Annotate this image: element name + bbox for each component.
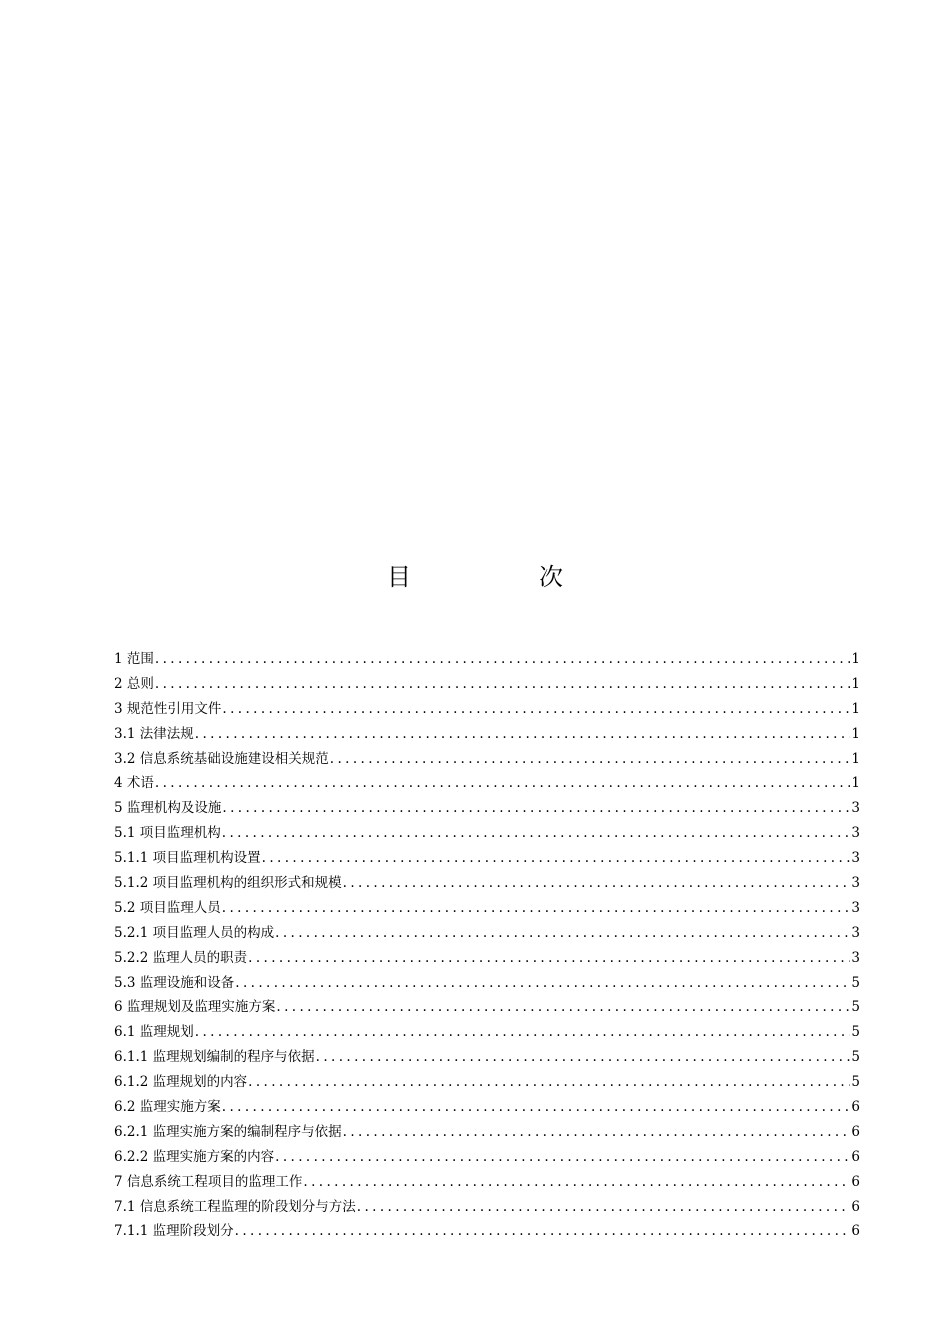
toc-entry-page-number: 1: [851, 700, 860, 717]
toc-entry-label: 1 范围: [114, 651, 154, 667]
toc-entry[interactable]: [114, 946, 860, 971]
toc-leader-dots: [222, 697, 850, 722]
toc-leader-dots: [222, 896, 851, 921]
toc-entry[interactable]: [114, 871, 860, 896]
toc-list: [114, 647, 860, 1244]
toc-entry-label: 6.1.2 监理规划的内容: [114, 1074, 248, 1091]
toc-leader-dots: [248, 1070, 850, 1095]
toc-entry-label: 5.2.2 监理人员的职责: [114, 949, 248, 966]
toc-leader-dots: [155, 771, 851, 796]
toc-entry-page-number: 1: [851, 775, 860, 792]
toc-leader-dots: [316, 1045, 851, 1070]
toc-entry[interactable]: [114, 647, 860, 672]
toc-entry-page-number: 3: [851, 825, 860, 842]
toc-entry-page-number: 1: [851, 675, 860, 692]
toc-leader-dots: [276, 995, 850, 1020]
toc-entry-label: 6.1.1 监理规划编制的程序与依据: [114, 1049, 315, 1066]
toc-entry-label: 7.1 信息系统工程监理的阶段划分与方法: [114, 1198, 356, 1215]
toc-entry-label: 4 术语: [114, 775, 154, 792]
toc-leader-dots: [343, 871, 851, 896]
toc-entry[interactable]: [114, 1195, 860, 1220]
toc-entry-page-number: 3: [851, 949, 860, 966]
toc-entry-label: 5.2.1 项目监理人员的构成: [114, 924, 275, 941]
toc-entry-page-number: 5: [851, 1074, 860, 1091]
toc-entry-page-number: 3: [851, 899, 860, 916]
toc-entry-label: 2 总则: [114, 675, 154, 692]
toc-entry-page-number: 1: [851, 651, 860, 667]
toc-entry-label: 6.2 监理实施方案: [114, 1099, 221, 1116]
toc-entry[interactable]: [114, 921, 860, 946]
toc-leader-dots: [343, 1120, 851, 1145]
toc-entry-label: 7 信息系统工程项目的监理工作: [114, 1173, 303, 1190]
toc-entry-page-number: 3: [851, 850, 860, 867]
toc-leader-dots: [303, 1170, 850, 1195]
toc-entry[interactable]: [114, 1170, 860, 1195]
toc-entry-label: 5.1.2 项目监理机构的组织形式和规模: [114, 875, 342, 892]
toc-entry-label: 3 规范性引用文件: [114, 700, 222, 717]
toc-entry-page-number: 6: [851, 1123, 860, 1140]
toc-entry[interactable]: [114, 796, 860, 821]
toc-leader-dots: [195, 722, 851, 747]
toc-entry-page-number: 5: [851, 974, 860, 991]
toc-leader-dots: [275, 1145, 850, 1170]
toc-entry-label: 6.2.1 监理实施方案的编制程序与依据: [114, 1123, 342, 1140]
toc-entry-label: 3.2 信息系统基础设施建设相关规范: [114, 750, 329, 767]
toc-entry[interactable]: [114, 995, 860, 1020]
toc-entry-page-number: 6: [851, 1223, 860, 1240]
toc-entry[interactable]: [114, 821, 860, 846]
toc-entry[interactable]: [114, 1045, 860, 1070]
toc-entry[interactable]: [114, 846, 860, 871]
toc-leader-dots: [262, 846, 851, 871]
toc-entry-page-number: 3: [851, 800, 860, 817]
toc-entry[interactable]: [114, 1219, 860, 1244]
toc-entry-page-number: 6: [851, 1148, 860, 1165]
toc-entry-label: 5.2 项目监理人员: [114, 899, 221, 916]
toc-entry[interactable]: [114, 771, 860, 796]
toc-entry-label: 5.1 项目监理机构: [114, 825, 221, 842]
toc-entry-label: 6.1 监理规划: [114, 1024, 194, 1041]
toc-entry[interactable]: [114, 1120, 860, 1145]
toc-entry-page-number: 6: [851, 1099, 860, 1116]
toc-leader-dots: [222, 1095, 851, 1120]
toc-entry-page-number: 1: [851, 750, 860, 767]
toc-entry[interactable]: [114, 672, 860, 697]
toc-entry[interactable]: [114, 971, 860, 996]
toc-leader-dots: [275, 921, 850, 946]
toc-entry-page-number: 6: [851, 1198, 860, 1215]
toc-entry[interactable]: [114, 896, 860, 921]
toc-leader-dots: [330, 747, 851, 772]
toc-entry-page-number: 1: [851, 725, 860, 742]
toc-leader-dots: [195, 1020, 851, 1045]
toc-leader-dots: [357, 1195, 851, 1220]
toc-entry[interactable]: [114, 697, 860, 722]
toc-leader-dots: [235, 971, 850, 996]
toc-leader-dots: [222, 796, 850, 821]
toc-entry[interactable]: [114, 1020, 860, 1045]
toc-entry-page-number: 3: [851, 924, 860, 941]
toc-entry-label: 5 监理机构及设施: [114, 800, 222, 817]
toc-leader-dots: [155, 647, 851, 672]
toc-leader-dots: [222, 821, 851, 846]
toc-entry-page-number: 5: [851, 1024, 860, 1041]
toc-entry-label: 5.3 监理设施和设备: [114, 974, 235, 991]
toc-title: 目 次: [387, 563, 615, 591]
toc-entry[interactable]: [114, 1070, 860, 1095]
toc-entry-page-number: 6: [851, 1173, 860, 1190]
toc-entry-page-number: 5: [851, 1049, 860, 1066]
toc-entry-label: 5.1.1 项目监理机构设置: [114, 850, 261, 867]
toc-entry[interactable]: [114, 1095, 860, 1120]
toc-entry-page-number: 5: [851, 999, 860, 1016]
toc-leader-dots: [155, 672, 851, 697]
toc-leader-dots: [248, 946, 850, 971]
toc-entry[interactable]: [114, 747, 860, 772]
toc-entry-label: 3.1 法律法规: [114, 725, 194, 742]
toc-entry-label: 6.2.2 监理实施方案的内容: [114, 1148, 275, 1165]
toc-entry[interactable]: [114, 1145, 860, 1170]
toc-entry-label: 6 监理规划及监理实施方案: [114, 999, 276, 1016]
toc-entry-label: 7.1.1 监理阶段划分: [114, 1223, 234, 1240]
toc-leader-dots: [235, 1219, 851, 1244]
toc-entry[interactable]: [114, 722, 860, 747]
toc-entry-page-number: 3: [851, 875, 860, 892]
